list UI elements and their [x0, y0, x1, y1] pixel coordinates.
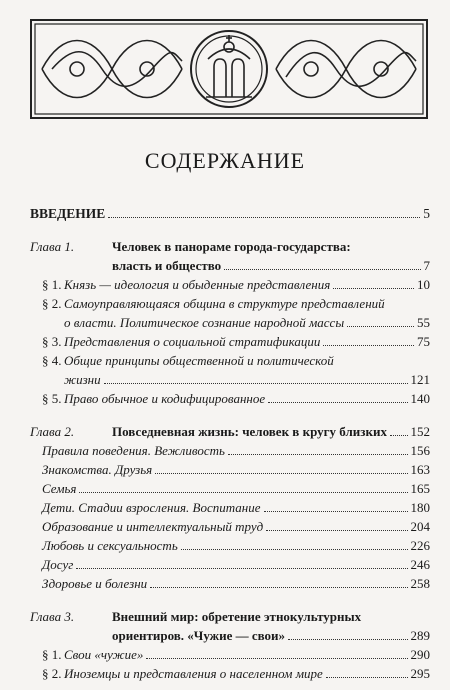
page-number: 204 — [410, 519, 430, 534]
toc-chapter-2 — [30, 422, 430, 441]
section-title: Самоуправляющаяся община в структуре представлений — [64, 296, 385, 311]
toc-item — [30, 441, 430, 460]
chapter-title-cont: власть и общество — [112, 258, 222, 273]
toc-section-cont — [30, 313, 430, 332]
section-number: § 1. — [42, 647, 62, 662]
page-number: 121 — [410, 372, 430, 387]
page-number: 140 — [410, 391, 430, 406]
dot-leader — [333, 288, 414, 289]
dot-leader — [150, 587, 407, 588]
chapter-title-cont: ориентиров. «Чужие — свои» — [112, 628, 286, 643]
section-number: § 5. — [42, 391, 62, 406]
item-title: Досуг — [42, 557, 74, 572]
page-number: 290 — [410, 647, 430, 662]
section-number: § 2. — [42, 666, 62, 681]
section-number: § 1. — [42, 277, 62, 292]
chapter-label: Глава 1. — [30, 239, 75, 254]
page-number: 289 — [410, 628, 430, 643]
toc-section — [30, 275, 430, 294]
toc-item — [30, 498, 430, 517]
toc-section — [30, 664, 430, 683]
section-title: Право обычное и кодифицированное — [64, 391, 266, 406]
page-number: 7 — [423, 258, 430, 273]
page-number: 10 — [417, 277, 430, 292]
chapter-label: Глава 3. — [30, 609, 75, 624]
dot-leader — [224, 269, 420, 270]
chapter-label: Глава 2. — [30, 424, 75, 439]
toc-chapter-3-cont — [30, 626, 430, 645]
toc-section — [30, 645, 430, 664]
toc-section — [30, 332, 430, 351]
dot-leader — [155, 473, 407, 474]
page-number: 5 — [423, 206, 430, 221]
dot-leader — [108, 217, 420, 218]
page-number: 246 — [410, 557, 430, 572]
dot-leader — [390, 435, 408, 436]
item-title: Знакомства. Друзья — [42, 462, 153, 477]
toc-item — [30, 574, 430, 593]
section-title: Представления о социальной стратификации — [64, 334, 321, 349]
section-title-cont: жизни — [64, 372, 101, 387]
toc-item — [30, 479, 430, 498]
page-number: 258 — [410, 576, 430, 591]
section-title: Князь — идеология и обыденные представления — [64, 277, 331, 292]
page-number: 226 — [410, 538, 430, 553]
toc-chapter-1-cont — [30, 256, 430, 275]
dot-leader — [326, 677, 408, 678]
page-number: 295 — [410, 666, 430, 681]
table-of-contents — [30, 204, 430, 683]
page-number: 180 — [410, 500, 430, 515]
ornamental-banner — [30, 19, 428, 119]
toc-item — [30, 517, 430, 536]
dot-leader — [76, 568, 407, 569]
toc-item — [30, 536, 430, 555]
page-number: 55 — [417, 315, 430, 330]
item-title: Дети. Стадии взросления. Воспитание — [42, 500, 261, 515]
item-title: Семья — [42, 481, 77, 496]
page-title: СОДЕРЖАНИЕ — [144, 148, 306, 173]
item-title: Образование и интеллектуальный труд — [42, 519, 264, 534]
page-number: 152 — [410, 424, 430, 439]
item-title: Любовь и сексуальность — [42, 538, 178, 553]
section-title-cont: о власти. Политическое сознание народной массы — [64, 315, 345, 330]
dot-leader — [264, 511, 408, 512]
chapter-title: Повседневная жизнь: человек в кругу близких — [112, 424, 387, 439]
toc-item — [30, 460, 430, 479]
toc-section — [30, 351, 430, 370]
toc-intro-label: ВВЕДЕНИЕ — [30, 206, 106, 221]
section-title: Иноземцы и представления о населенном мире — [64, 666, 323, 681]
section-title: Общие принципы общественной и политической — [64, 353, 334, 368]
dot-leader — [323, 345, 414, 346]
dot-leader — [347, 326, 414, 327]
page-number: 75 — [417, 334, 430, 349]
toc-item — [30, 555, 430, 574]
dot-leader — [79, 492, 407, 493]
page-number: 165 — [410, 481, 430, 496]
toc-section — [30, 389, 430, 408]
section-number: § 2. — [42, 296, 62, 311]
dot-leader — [266, 530, 407, 531]
section-number: § 4. — [42, 353, 62, 368]
chapter-title: Человек в панораме города-государства: — [112, 239, 351, 254]
toc-chapter-3 — [30, 607, 430, 626]
dot-leader — [146, 658, 407, 659]
ornament-icon — [32, 21, 426, 117]
item-title: Правила поведения. Вежливость — [42, 443, 225, 458]
dot-leader — [228, 454, 408, 455]
toc-intro — [30, 204, 430, 223]
toc-section-cont — [30, 370, 430, 389]
dot-leader — [288, 639, 407, 640]
page-number: 156 — [410, 443, 430, 458]
toc-section — [30, 294, 430, 313]
dot-leader — [181, 549, 408, 550]
page-number: 163 — [410, 462, 430, 477]
section-title: Свои «чужие» — [64, 647, 144, 662]
dot-leader — [268, 402, 407, 403]
toc-chapter-1 — [30, 237, 430, 256]
dot-leader — [104, 383, 408, 384]
chapter-title: Внешний мир: обретение этнокультурных — [112, 609, 362, 624]
item-title: Здоровье и болезни — [42, 576, 148, 591]
section-number: § 3. — [42, 334, 62, 349]
